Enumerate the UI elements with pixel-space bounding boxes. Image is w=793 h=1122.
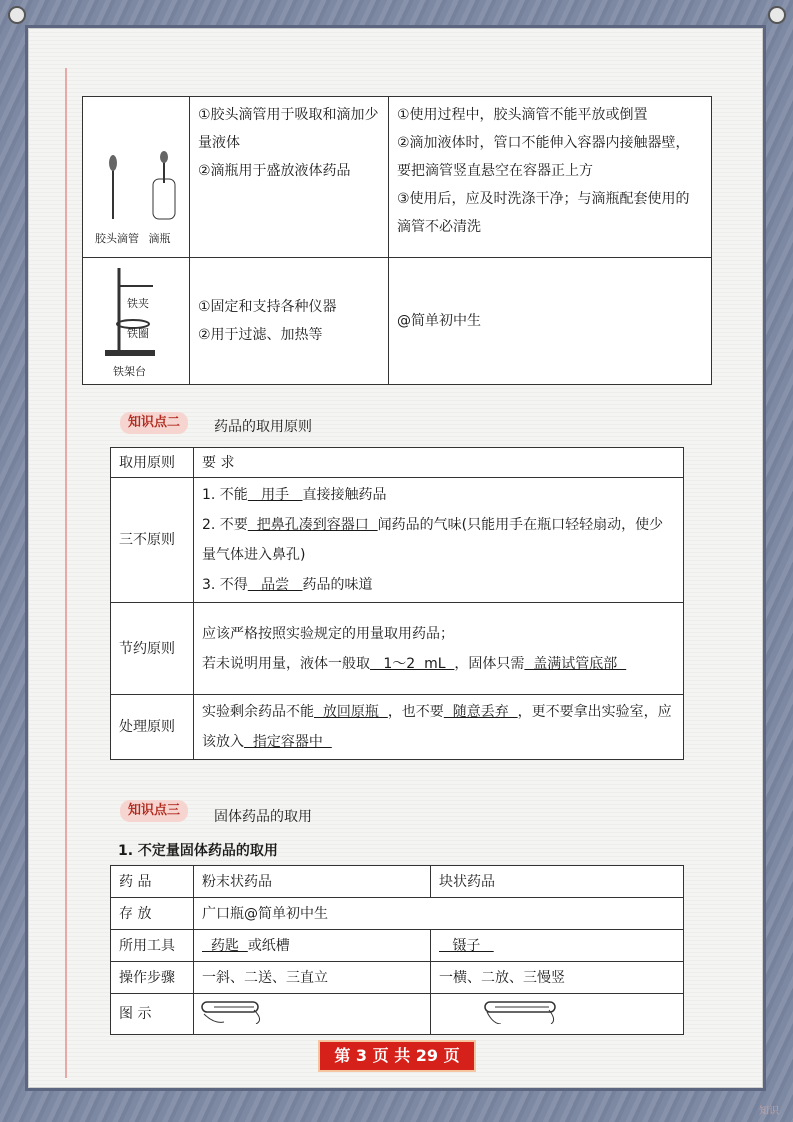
iron-stand-label: 铁架台 (113, 365, 146, 378)
solid-reagent-table (110, 865, 684, 1035)
note-line: ①使用过程中，胶头滴管不能平放或倒置 (397, 107, 648, 123)
text: 应该严格按照实验规定的用量取用药品； (202, 625, 454, 642)
text: 1. 不能 (202, 487, 248, 503)
lump-illustration-cell (431, 994, 684, 1035)
answer-blank: 药匙 (202, 937, 248, 954)
cell: 广口瓶@简单初中生 (194, 898, 684, 930)
iron-stand-notes-cell: @简单初中生 (389, 258, 712, 385)
answer-blank: 指定容器中 (244, 734, 332, 750)
answer-blank: 盖满试管底部 (524, 655, 627, 672)
text: 2. 不要 (202, 517, 248, 533)
cell: 粉末状药品 (194, 866, 431, 898)
text: 3. 不得 (202, 577, 248, 593)
cell (431, 930, 684, 962)
note-line: ②滴加液体时，管口不能伸入容器内接触器壁，要把滴管竖直悬空在容器正上方 (397, 135, 690, 179)
text: 若未说明用量，液体一般取 (202, 655, 370, 672)
row-header: 药 品 (111, 866, 194, 898)
header-cell: 要 求 (194, 448, 684, 478)
answer-blank: 品尝 (247, 577, 303, 593)
dropper-image-cell (83, 97, 190, 258)
text: 或纸槽 (247, 937, 290, 954)
test-tube-hand-icon (431, 994, 631, 1024)
principle-body (194, 695, 684, 760)
answer-blank: 把鼻孔凑到容器口 (247, 517, 378, 533)
header-cell: 取用原则 (111, 448, 194, 478)
answer-blank: 用手 (247, 487, 303, 503)
row-header: 操作步骤 (111, 962, 194, 994)
principle-name: 节约原则 (111, 603, 194, 695)
answer-blank: 镊子 (439, 937, 494, 954)
text: 直接接触药品 (302, 487, 387, 503)
section-tag: 知识点二 (120, 412, 188, 434)
drop-bottle-label: 滴瓶 (148, 232, 171, 245)
dropper-label: 胶头滴管 (95, 232, 139, 245)
text: ，更不要拿出实验室，应该放入 (202, 704, 672, 750)
cell: 一斜、二送、三直立 (194, 962, 431, 994)
row-header: 所用工具 (111, 930, 194, 962)
use-line: ①固定和支持各种仪器 (198, 299, 337, 315)
dropper-use-cell (190, 97, 389, 258)
instrument-table (82, 96, 712, 385)
cell (194, 930, 431, 962)
page-number: 第 3 页 共 29 页 (318, 1040, 476, 1072)
dropper-notes-cell (389, 97, 712, 258)
text: 实验剩余药品不能 (202, 704, 314, 720)
row-header: 图 示 (111, 994, 194, 1035)
text: 闻药品的气味(只能用手在瓶口轻轻扇动，使少量气体进入鼻孔) (202, 517, 664, 563)
row-header: 存 放 (111, 898, 194, 930)
iron-stand-use-cell (190, 258, 389, 385)
pin-icon (8, 6, 26, 24)
section-title: 药品的取用原则 (214, 419, 312, 435)
cell: 块状药品 (431, 866, 684, 898)
use-line: ②滴瓶用于盛放液体药品 (198, 163, 351, 179)
principle-name: 三不原则 (111, 478, 194, 603)
iron-clamp-label: 铁夹 (127, 297, 149, 310)
watermark: 知识 (759, 1106, 779, 1117)
principles-table (110, 447, 684, 760)
powder-illustration-cell (194, 994, 431, 1035)
answer-blank: 随意丢弃 (443, 704, 518, 720)
principle-name: 处理原则 (111, 695, 194, 760)
margin-line (65, 68, 67, 1078)
text: ，也不要 (387, 704, 444, 720)
subsection-title: 1. 不定量固体药品的取用 (118, 843, 278, 859)
text: ，固体只需 (454, 655, 525, 672)
section-tag: 知识点三 (120, 800, 188, 822)
answer-blank: 1～2 mL (370, 655, 455, 672)
pin-icon (768, 6, 786, 24)
note-line: ③使用后，应及时洗涤干净；与滴瓶配套使用的滴管不必清洗 (397, 191, 690, 235)
section-title: 固体药品的取用 (214, 809, 312, 825)
test-tube-hand-icon (194, 994, 394, 1024)
use-line: ①胶头滴管用于吸取和滴加少量液体 (198, 107, 379, 151)
iron-ring-label: 铁圈 (127, 327, 149, 340)
principle-body (194, 603, 684, 695)
use-line: ②用于过滤、加热等 (198, 327, 323, 343)
text: 药品的味道 (302, 577, 373, 593)
principle-body (194, 478, 684, 603)
answer-blank: 放回原瓶 (314, 704, 388, 720)
cell: 一横、二放、三慢竖 (431, 962, 684, 994)
iron-stand-image-cell (83, 258, 190, 385)
